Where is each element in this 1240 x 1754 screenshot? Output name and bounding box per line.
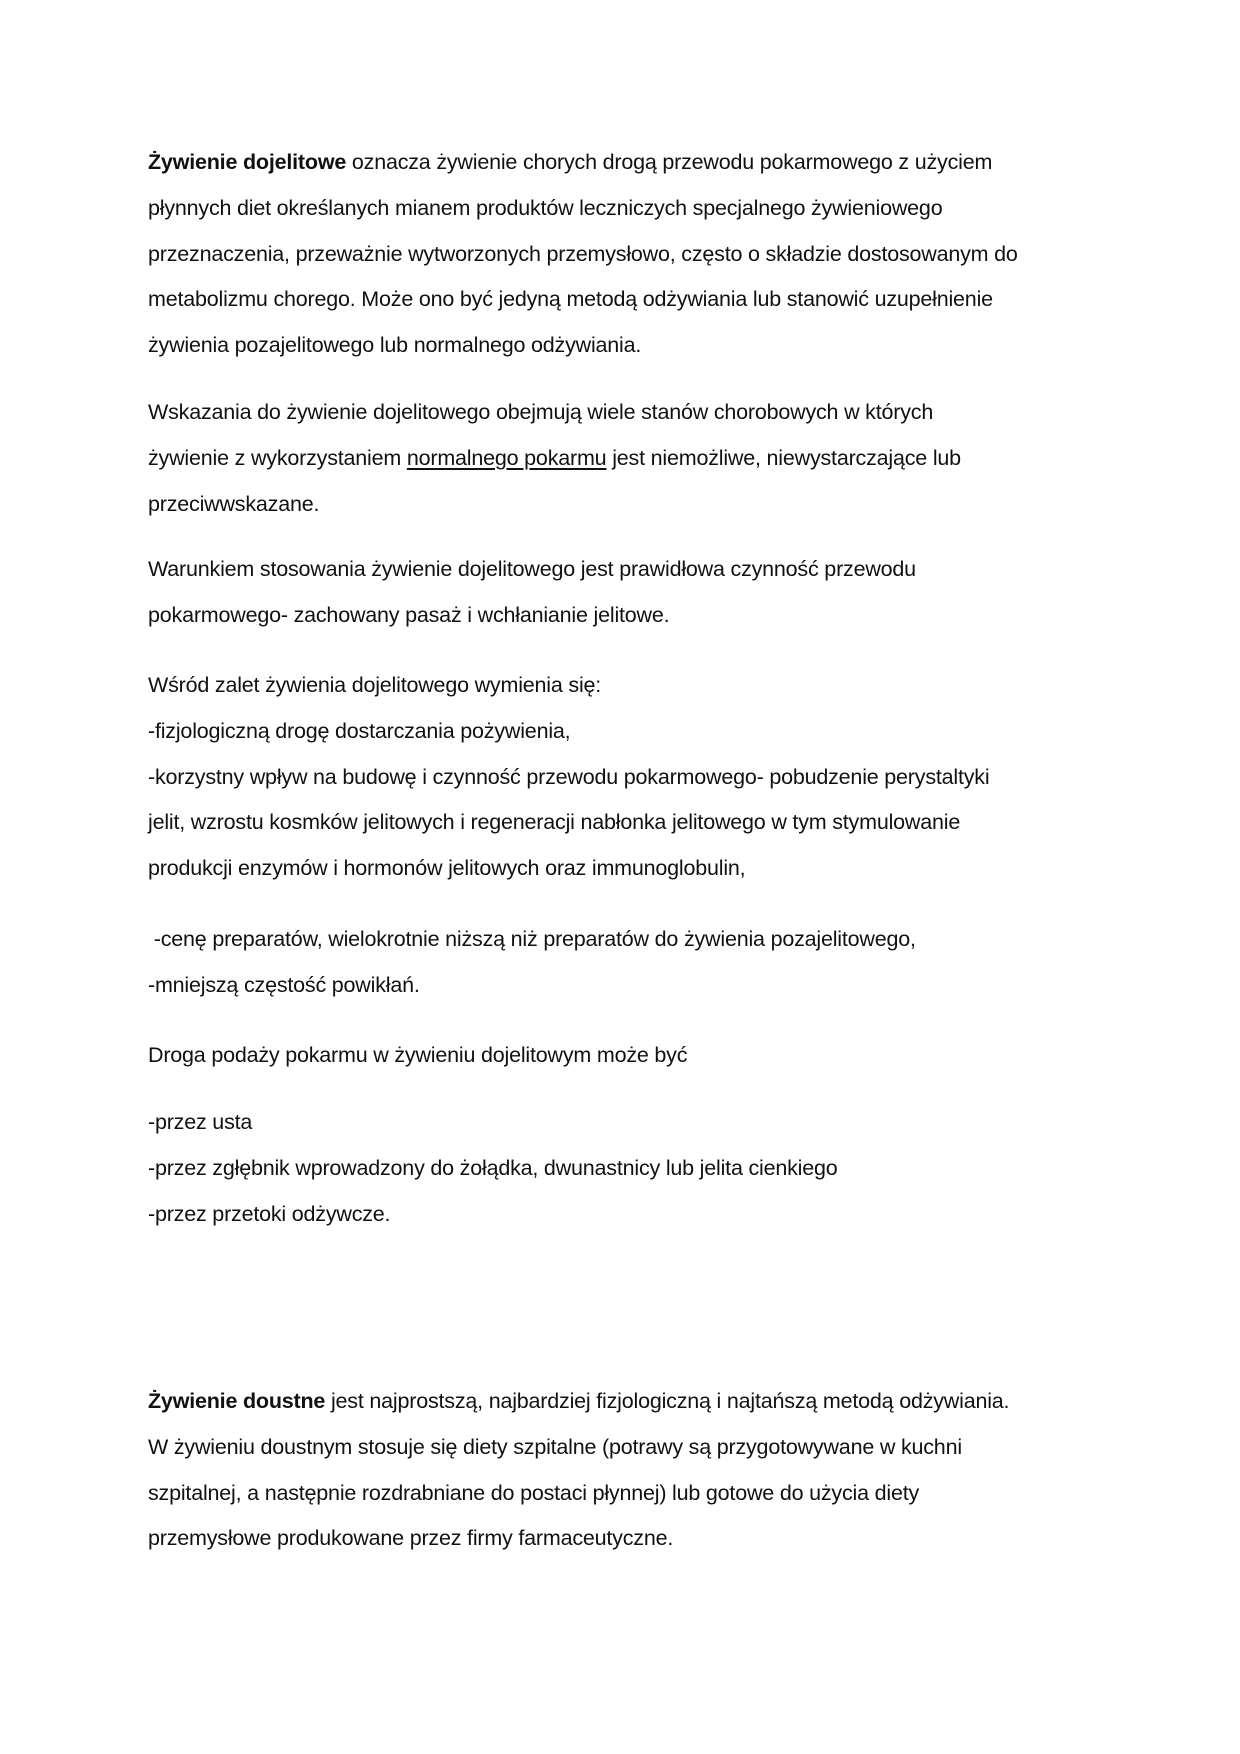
text-line [148, 1379, 1088, 1425]
paragraph-advantages-cont [148, 917, 1088, 1009]
text-line: Wśród zalet żywienia dojelitowego wymienia się: [148, 673, 602, 697]
list-item: -korzystny wpływ na budowę i czynność przewodu pokarmowego- pobudzenie perystaltyki [148, 764, 990, 789]
text-line: przemysłowe produkowane przez firmy farmaceutyczne. [148, 1526, 674, 1551]
bold-term: Żywienie dojelitowe [148, 150, 347, 174]
text-line: Warunkiem stosowania żywienie dojelitowego jest prawidłowa czynność przewodu [148, 557, 916, 581]
text-line [148, 140, 1088, 186]
text-line: Wskazania do żywienie dojelitowego obejmują wiele stanów chorobowych w których [148, 400, 934, 424]
list-item: -przez zgłębnik wprowadzony do żołądka, dwunastnicy lub jelita cienkiego [148, 1155, 838, 1180]
text-segment: żywienie z wykorzystaniem [148, 445, 407, 470]
text-segment: jest niemożliwe, niewystarczające lub [606, 445, 961, 470]
text-line: Droga podaży pokarmu w żywieniu dojelitowym może być [148, 1043, 688, 1067]
text-line: płynnych diet określanych mianem produktów leczniczych specjalnego żywieniowego [148, 195, 943, 220]
list-item: -cenę preparatów, wielokrotnie niższą niż preparatów do żywienia pozajelitowego, [148, 927, 916, 951]
list-item: -mniejszą częstość powikłań. [148, 972, 420, 997]
text-segment: jest najprostszą, najbardziej fizjologiczną i najtańszą metodą odżywiania. [325, 1389, 1010, 1413]
bold-term: Żywienie doustne [148, 1389, 326, 1413]
list-item: -przez przetoki odżywcze. [148, 1201, 391, 1226]
normal-food-link[interactable]: normalnego pokarmu [406, 445, 607, 470]
paragraph-route-intro [148, 1033, 1088, 1079]
text-line: pokarmowego- zachowany pasaż i wchłanianie jelitowe. [148, 602, 670, 627]
text-line [148, 436, 1088, 482]
text-line: W żywieniu doustnym stosuje się diety szpitalne (potrawy są przygotowywane w kuchni [148, 1434, 962, 1459]
text-line: produkcji enzymów i hormonów jelitowych oraz immunoglobulin, [148, 856, 746, 881]
paragraph-advantages [148, 663, 1088, 892]
text-line: przeciwwskazane. [148, 491, 320, 516]
paragraph-route-list [148, 1100, 1088, 1237]
paragraph-oral-nutrition [148, 1379, 1088, 1562]
text-line: szpitalnej, a następnie rozdrabniane do postaci płynnej) lub gotowe do użycia diety [148, 1480, 920, 1505]
paragraph-indications [148, 390, 1088, 527]
text-line: żywienia pozajelitowego lub normalnego odżywiania. [148, 333, 642, 358]
text-line: jelit, wzrostu kosmków jelitowych i regeneracji nabłonka jelitowego w tym stymulowanie [148, 810, 961, 835]
text-line: metabolizmu chorego. Może ono być jedyną metodą odżywiania lub stanowić uzupełnienie [148, 287, 993, 312]
paragraph-enteral-definition [148, 140, 1088, 369]
paragraph-conditions [148, 547, 1088, 639]
text-segment: oznacza żywienie chorych drogą przewodu pokarmowego z użyciem [346, 150, 993, 174]
text-line: przeznaczenia, przeważnie wytworzonych przemysłowo, często o składzie dostosowanym do [148, 241, 1018, 266]
list-item: -przez usta [148, 1110, 253, 1134]
list-item: -fizjologiczną drogę dostarczania pożywienia, [148, 718, 571, 743]
